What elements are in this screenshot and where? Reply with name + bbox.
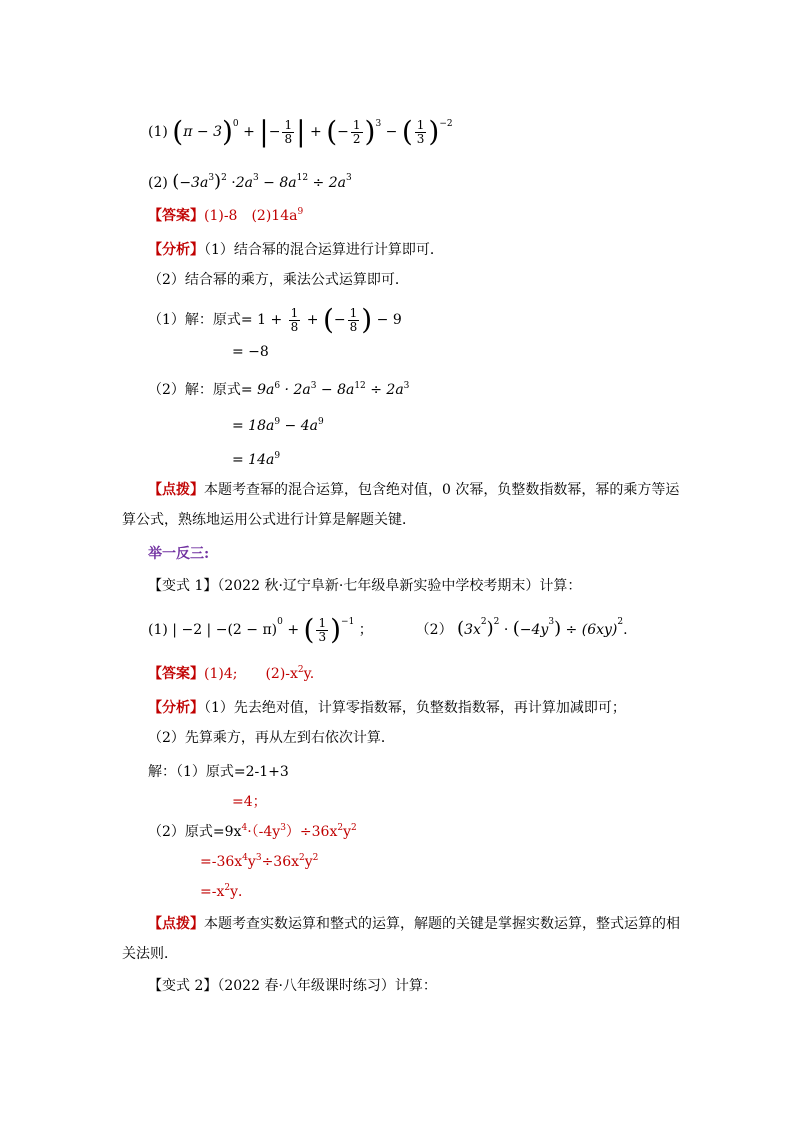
term: ÷ 2a [370,382,404,398]
op: − [268,124,281,140]
paren: ( [401,115,413,148]
variant-1-title [148,576,581,596]
tip-text: 本题考查幂的混合运算，包含绝对值，0 次幂，负整数指数幂，幂的乘方等运 [204,482,680,498]
variant-1-solution-1: 解：（1）原式=2-1+3 [148,764,289,780]
exp: 3 [375,119,382,129]
answer-text: y. [303,666,315,682]
exp: 2 [221,173,227,183]
paren: ) [361,303,373,336]
paren: ( [172,171,180,192]
variant-1-answer [148,664,314,684]
term: ÷36x [261,854,300,870]
term: −(2 − π) [215,622,278,638]
tip-1-line-1 [148,480,679,500]
answer [148,206,303,226]
analysis-line-1 [148,240,444,260]
op: + [243,124,255,140]
exp: −2 [439,119,453,129]
term: = 18a [232,418,275,434]
abs: | [296,115,306,148]
variant-1-solution-3 [148,822,357,842]
term: − 8a [320,382,355,398]
variant-tag: 【变式 1】 [148,578,218,594]
solution-1 [148,303,402,336]
exp: 0 [277,617,283,627]
fraction: $\frac{1}{8}$ [349,305,358,334]
exp: 9 [297,207,304,217]
variant-2-title [148,976,437,996]
tip-tag: 【点拨】 [148,916,204,932]
term: y [343,824,352,840]
exp: 2 [337,823,344,833]
label: （2） [415,622,453,638]
answer-tag: 【答案】 [148,208,204,224]
answer-text: (1)4; (2)-x [204,666,298,682]
answer-tag: 【答案】 [148,666,204,682]
paren: ) [214,171,222,192]
paren: ) [428,115,440,148]
exp: 6 [274,381,281,391]
exp: 3 [280,823,286,833]
period: . [623,622,628,638]
variant-1-analysis-2: （2）先算乘方，再从左到右依次计算． [148,730,395,746]
variant-text: （2022 秋·辽宁阜新·七年级阜新实验中学校考期末）计算： [217,578,582,594]
paren: ( [322,303,334,336]
tip-2-line-1 [148,914,680,934]
exp: 4 [242,853,248,863]
op: − [263,175,275,191]
solution-prefix: （1）解：原式 [148,312,241,328]
exp: 3 [208,173,215,183]
exp: 2 [312,853,319,863]
term: y． [230,884,253,900]
exp: 2 [297,665,304,675]
term: ）÷36x [285,824,338,840]
term: ·（-4y [247,824,281,840]
op: − [385,124,398,140]
problem-1 [148,115,453,148]
solution-2 [148,380,409,400]
op: − [333,312,346,328]
exp: 2 [480,617,487,627]
op: ÷ [312,175,325,191]
exp: 12 [354,381,366,391]
exp: 2 [351,823,357,833]
variant-tag: 【变式 2】 [148,978,218,994]
paren: ( [172,115,184,148]
exp: 3 [548,617,555,627]
abs: | [259,115,269,148]
term: 3x [464,622,481,638]
exp: 4 [241,823,248,833]
analysis-text: （1）结合幂的混合运算进行计算即可． [204,242,444,258]
term: = 9a [240,382,275,398]
solution-1-result: = −8 [232,344,269,360]
paren: ) [221,115,233,148]
term: ÷ (6xy) [565,622,618,638]
tip-1-line-2: 算公式，熟练地运用公式进行计算是解题关键． [122,512,416,528]
op: + [310,124,322,140]
exp: 3 [255,853,262,863]
op: · [503,622,509,638]
term: 2a [328,175,346,191]
term: = 14a [232,452,275,468]
section-heading: 举一反三: [148,546,210,562]
exp: 3 [310,381,317,391]
paren: ) [486,618,494,639]
exp: 9 [317,417,324,427]
solution-2-step [232,416,324,436]
fraction: $\frac{1}{3}$ [416,117,425,146]
paren: ) [364,115,376,148]
abs-term: | −2 | [172,622,212,638]
term: · 2a [284,382,311,398]
term: − 4a [284,418,318,434]
variant-1-analysis-1 [148,698,626,718]
variant-1-solution-2: =4； [232,794,267,810]
variant-1-solution-5 [200,882,252,902]
op: + [287,622,300,638]
term: 2a [235,175,253,191]
analysis-tag: 【分析】 [148,700,204,716]
term: −4y [519,622,549,638]
tip-tag: 【点拨】 [148,482,204,498]
term: −3a [179,175,209,191]
solution-prefix: （2）解：原式 [148,382,241,398]
variant-1-solution-4 [200,852,318,872]
fraction: $\frac{1}{3}$ [318,615,327,644]
term: π − 3 [183,124,222,140]
exp: 2 [617,617,624,627]
exp: 2 [299,853,305,863]
exp: 2 [493,617,500,627]
exp: 9 [274,417,281,427]
term: y [247,854,256,870]
term: 8a [279,175,297,191]
paren: ( [303,613,315,646]
exp: −1 [341,617,355,627]
variant-1-problems [148,613,628,646]
variant-text: （2022 春·八年级课时练习）计算： [217,978,437,994]
paren: ( [512,618,520,639]
term: （2）原式=9x [148,824,242,840]
answer-text: (1)-8 (2)14a [204,208,298,224]
exp: 3 [345,173,352,183]
paren: ( [326,115,338,148]
term: =-x [200,884,225,900]
analysis-tag: 【分析】 [148,242,204,258]
op: + [306,312,319,328]
op: · [231,175,236,191]
label: (1) [148,622,168,638]
problem-2 [148,172,352,193]
analysis-text: （1）先去绝对值，计算零指数幂，负整数指数幂，再计算加减即可； [204,700,626,716]
tip-text: 本题考查实数运算和整式的运算，解题的关键是掌握实数运算，整式运算的相 [204,916,680,932]
fraction: $\frac{1}{8}$ [290,305,299,334]
exp: 3 [403,381,410,391]
exp: 2 [224,883,231,893]
paren: ) [554,618,562,639]
op: − [337,124,349,140]
term: − 9 [376,312,402,328]
tip-2-line-2: 关法则． [122,946,178,962]
paren: ) [330,613,342,646]
label: (2) [148,175,168,191]
paren: ( [457,618,465,639]
exp: 12 [296,173,309,183]
label: (1) [148,124,168,140]
fraction: $\frac{1}{2}$ [352,117,361,146]
exp: 9 [274,451,281,461]
exp: 3 [252,173,259,183]
exp: 0 [232,119,239,129]
solution-2-result [232,450,280,470]
analysis-line-2: （2）结合幂的乘方，乘法公式运算即可． [148,272,409,288]
sep: ； [358,622,373,638]
term: =-36x [200,854,243,870]
eq: = 1 + [240,312,283,328]
fraction: $\frac{1}{8}$ [284,117,293,146]
term: y [304,854,313,870]
